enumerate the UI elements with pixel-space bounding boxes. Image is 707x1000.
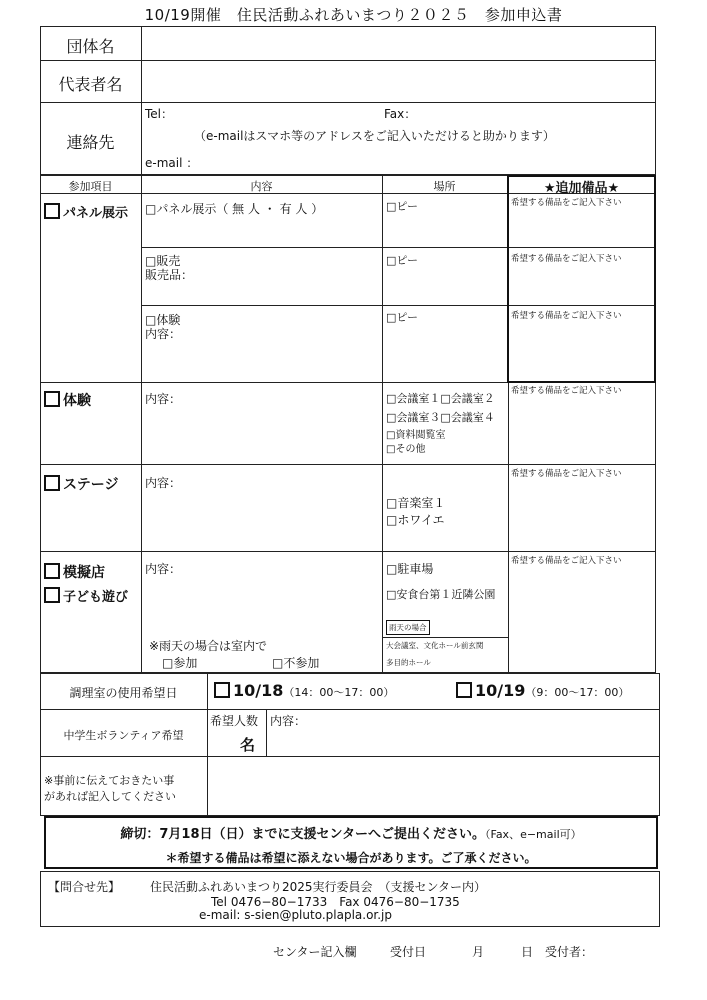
stage-checkbox-row[interactable] bbox=[44, 474, 118, 494]
deadline-line-2: ＊希望する備品は希望に添えない場合があります。ご了承ください。 bbox=[165, 851, 537, 865]
kids-play-label: 子ども遊び bbox=[63, 590, 129, 605]
tel-field[interactable] bbox=[180, 104, 380, 120]
fax-label: Fax： bbox=[384, 107, 417, 121]
panel-label: パネル展示 bbox=[63, 206, 129, 221]
rain-place-1: 大会議室、文化ホール前玄関 bbox=[386, 641, 484, 650]
experience-request[interactable]: 希望する備品をご記入下さい bbox=[511, 386, 622, 396]
experience-checkbox-row[interactable] bbox=[44, 390, 91, 410]
col-header-content: 内容 bbox=[250, 180, 273, 193]
stage-label: ステージ bbox=[63, 477, 119, 493]
contact-label: 連絡先 bbox=[66, 133, 115, 152]
panel-row3-content-2: 内容： bbox=[145, 327, 182, 341]
panel-row2-place[interactable]: □ピー bbox=[386, 254, 418, 267]
volunteer-label: 中学生ボランティア希望 bbox=[63, 729, 184, 742]
panel-row2-content-1[interactable]: □販売 bbox=[145, 254, 181, 268]
stall-place-1[interactable]: □駐車場 bbox=[386, 562, 434, 576]
footer-month: 月 bbox=[472, 945, 485, 959]
panel-row3-content-1[interactable]: □体験 bbox=[145, 313, 181, 327]
panel-row3-place[interactable]: □ピー bbox=[386, 311, 418, 324]
footer-received-label: 受付日 bbox=[390, 945, 427, 959]
stall-checkbox-row[interactable] bbox=[44, 562, 105, 582]
cooking-option-1018[interactable] bbox=[214, 681, 394, 700]
tel-label: Tel： bbox=[145, 107, 174, 121]
volunteer-count-unit: 名 bbox=[240, 736, 256, 754]
stage-checkbox[interactable] bbox=[44, 475, 60, 491]
group-name-field[interactable] bbox=[143, 28, 653, 58]
rain-place-2: 多目的ホール bbox=[386, 658, 431, 667]
inquiry-tel-fax: Tel 0476−80−1733 Fax 0476−80−1735 bbox=[211, 895, 460, 909]
experience-label: 体験 bbox=[63, 393, 91, 409]
notes-label-1: ※事前に伝えておきたい事 bbox=[44, 774, 175, 787]
stall-request[interactable]: 希望する備品をご記入下さい bbox=[511, 556, 622, 566]
volunteer-count-field[interactable] bbox=[209, 730, 237, 752]
rain-nojoin-option[interactable]: □不参加 bbox=[272, 656, 320, 670]
experience-content[interactable]: 内容： bbox=[145, 392, 182, 406]
volunteer-content-field[interactable] bbox=[310, 712, 655, 752]
experience-place-1[interactable]: □会議室１□会議室２ bbox=[386, 392, 495, 405]
stage-content[interactable]: 内容： bbox=[145, 476, 182, 490]
stall-checkbox[interactable] bbox=[44, 563, 60, 579]
kids-play-checkbox[interactable] bbox=[44, 587, 60, 603]
email-label: e-mail ： bbox=[145, 156, 199, 170]
panel-row2-request[interactable]: 希望する備品をご記入下さい bbox=[511, 254, 622, 264]
stall-label: 模擬店 bbox=[63, 565, 105, 581]
volunteer-count-label: 希望人数 bbox=[210, 714, 259, 728]
cooking-1018-time: （14：00～17：00） bbox=[283, 686, 395, 699]
fax-field[interactable] bbox=[425, 104, 650, 120]
col-header-extra: ★追加備品★ bbox=[543, 181, 620, 196]
kids-play-checkbox-row[interactable] bbox=[44, 586, 128, 605]
email-note: （e-mailはスマホ等のアドレスをご記入いただけると助かります） bbox=[194, 129, 555, 143]
cooking-1019-date: 10/19 bbox=[475, 681, 526, 700]
group-name-label: 団体名 bbox=[66, 37, 115, 56]
notes-field[interactable] bbox=[210, 759, 656, 813]
inquiry-label: 【問合せ先】 bbox=[48, 880, 121, 894]
inquiry-org: 住民活動ふれあいまつり2025実行委員会 （支援センター内） bbox=[150, 880, 487, 894]
panel-checkbox-row[interactable] bbox=[44, 202, 128, 221]
email-field[interactable] bbox=[205, 152, 650, 170]
cooking-1019-time: （9：00～17：00） bbox=[525, 686, 630, 699]
stage-request[interactable]: 希望する備品をご記入下さい bbox=[511, 469, 622, 479]
rain-join-option[interactable]: □参加 bbox=[162, 656, 198, 670]
cooking-option-1019[interactable] bbox=[456, 681, 629, 700]
panel-row1-place[interactable]: □ピー bbox=[386, 200, 418, 213]
deadline-fax-note: （Fax、e−mail可） bbox=[485, 828, 582, 841]
deadline-text: 締切：7月18日（日）までに支援センターへご提出ください。 bbox=[120, 827, 485, 842]
experience-place-4[interactable]: □その他 bbox=[386, 444, 426, 455]
stage-place-2[interactable]: □ホワイエ bbox=[386, 513, 445, 527]
footer-center-field: センター記入欄 bbox=[273, 945, 357, 959]
stage-place-1[interactable]: □音楽室１ bbox=[386, 496, 446, 510]
representative-label: 代表者名 bbox=[58, 75, 123, 94]
stall-content[interactable]: 内容： bbox=[145, 562, 182, 576]
cooking-1018-date: 10/18 bbox=[233, 681, 284, 700]
cooking-label: 調理室の使用希望日 bbox=[69, 686, 178, 700]
footer-receiver: 受付者： bbox=[545, 945, 594, 959]
page-title: 10/19開催 住民活動ふれあいまつり２０２５ 参加申込書 bbox=[144, 6, 563, 24]
inquiry-email[interactable]: e-mail: s-sien@pluto.plapla.or.jp bbox=[199, 908, 393, 922]
panel-checkbox[interactable] bbox=[44, 203, 60, 219]
rain-box: 雨天の場合 bbox=[386, 620, 430, 635]
deadline-line-1 bbox=[44, 823, 658, 842]
experience-place-3[interactable]: □資料閲覧室 bbox=[386, 430, 446, 441]
rain-note: ※雨天の場合は室内で bbox=[149, 639, 268, 653]
footer-day: 日 bbox=[521, 945, 534, 959]
col-header-place: 場所 bbox=[433, 180, 456, 193]
notes-label-2: があれば記入してください bbox=[44, 790, 176, 803]
experience-place-2[interactable]: □会議室３□会議室４ bbox=[386, 411, 495, 424]
cooking-1019-checkbox[interactable] bbox=[456, 682, 472, 698]
col-header-item: 参加項目 bbox=[68, 180, 113, 193]
panel-row2-content-2: 販売品： bbox=[145, 268, 194, 282]
panel-row1-content[interactable]: □パネル展示（ 無 人 ・ 有 人 ） bbox=[145, 202, 324, 216]
representative-field[interactable] bbox=[143, 62, 653, 100]
volunteer-content-label: 内容： bbox=[270, 714, 307, 728]
panel-row1-request[interactable]: 希望する備品をご記入下さい bbox=[511, 198, 622, 208]
cooking-1018-checkbox[interactable] bbox=[214, 682, 230, 698]
experience-checkbox[interactable] bbox=[44, 391, 60, 407]
panel-row3-request[interactable]: 希望する備品をご記入下さい bbox=[511, 311, 622, 321]
stall-place-2[interactable]: □安食台第１近隣公園 bbox=[386, 588, 496, 601]
